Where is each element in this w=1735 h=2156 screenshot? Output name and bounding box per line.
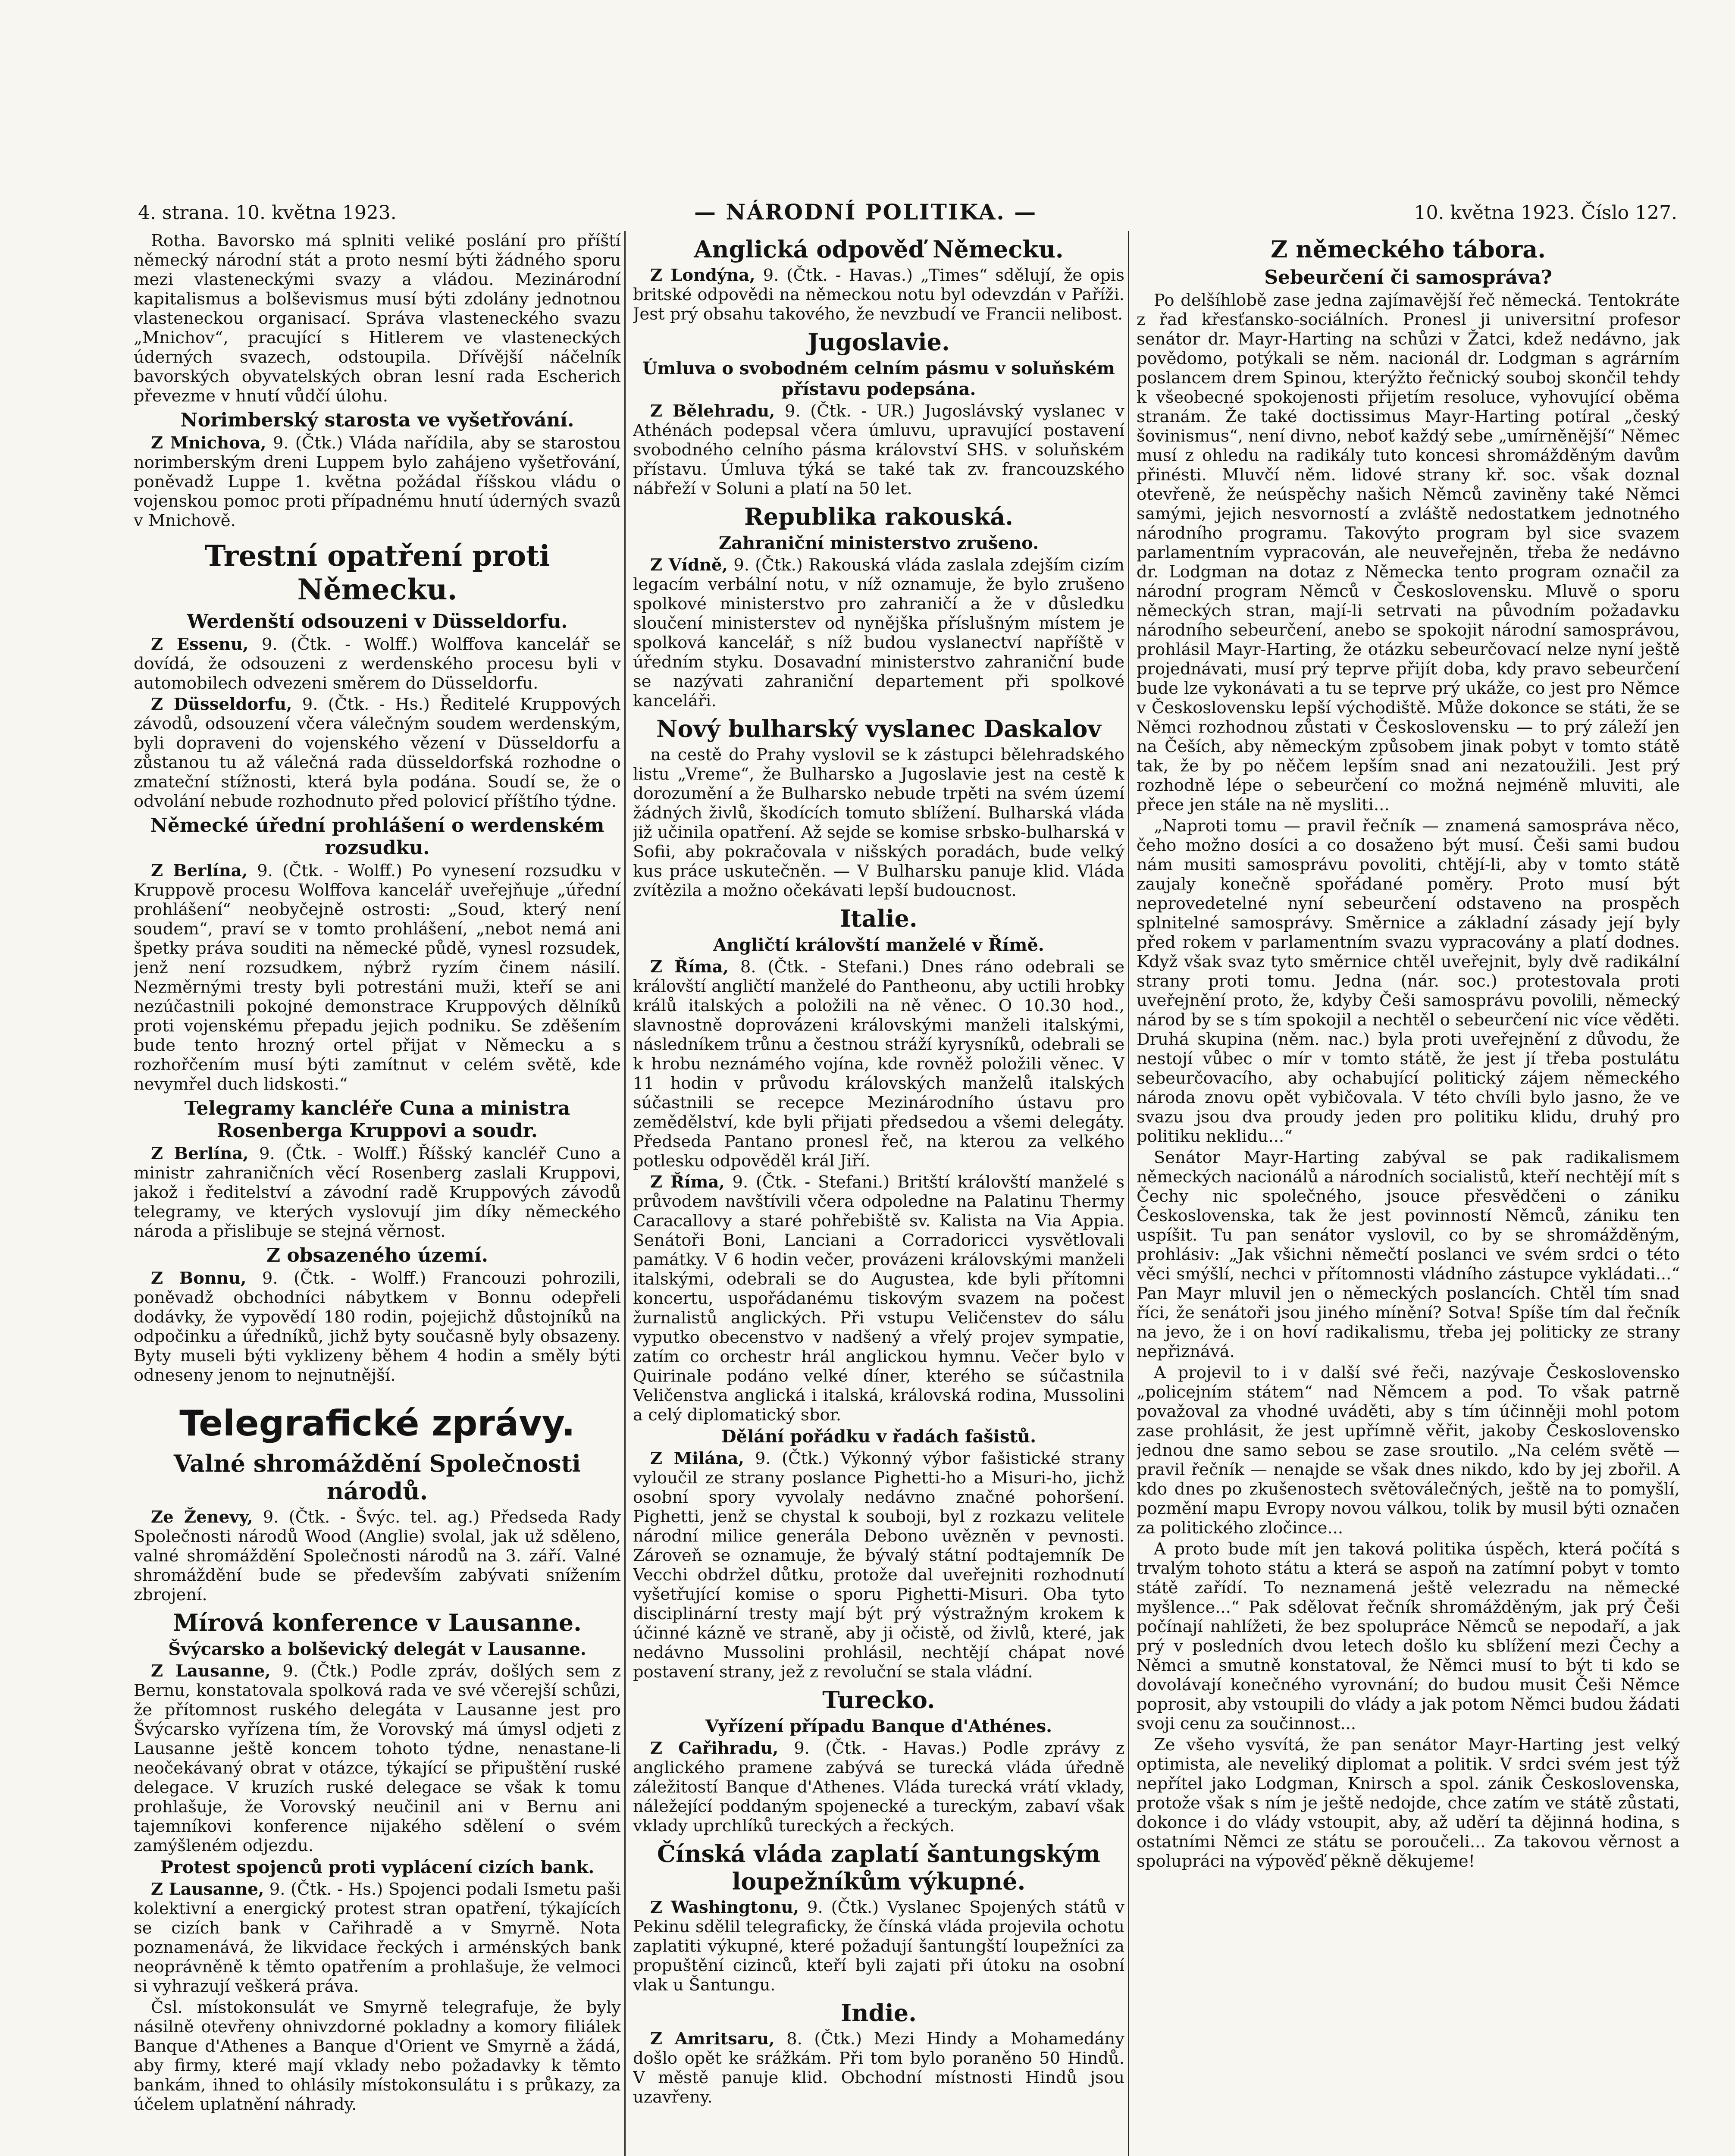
- headline: Úmluva o svobodném celním pásmu v soluňském přístavu podepsána.: [642, 358, 1115, 399]
- article-paragraph: [134, 1507, 621, 1604]
- dateline: Z Washingtonu,: [650, 1898, 799, 1917]
- dateline: Z Bělehradu,: [650, 401, 775, 421]
- headline: Indie.: [841, 1999, 917, 2027]
- headline: Angličtí královští manželé v Římě.: [713, 935, 1044, 955]
- article-paragraph: [633, 266, 1124, 324]
- article-paragraph: [134, 1144, 621, 1241]
- headline: Valné shromáždění Společnosti národů.: [173, 1450, 581, 1505]
- article-paragraph: [633, 745, 1124, 900]
- paragraph-text: 8. (Čtk.) Mezi Hindy a Mohamedány došlo opět ke srážkám. Při tom bylo poraněno 50 Hindů. V městě panuje klid. Obchodní místnosti Hindů jsou uzavřeny.: [633, 2029, 1124, 2107]
- paragraph-text: 9. (Čtk. - UR.) Jugoslávský vyslanec v Athénách podepsal včera úmluvu, upravující postavení svobodného celního pásma království SHS. v soluňském přístavu. Úmluva týká se také tak zv. francouzského nábřeží v Soluni a platí na 50 let.: [633, 401, 1124, 498]
- headline: Z německého tábora.: [1270, 235, 1546, 263]
- headline: Anglická odpověď Německu.: [694, 235, 1064, 263]
- article-paragraph: [134, 695, 621, 811]
- headline: Švýcarsko a bolševický delegát v Lausanne.: [168, 1639, 586, 1659]
- paragraph-text: 9. (Čtk. - Hs.) Ředitelé Kruppových závodů, odsouzení včera válečným soudem werdenským, byli dopraveni do vojenského vězení v Düsseldorfu a zůstanou tu až válečná rada düsseldorfská rozhodne o zmateční stížnosti, která byla podána. Soudí se, že o odvolání nebude rozhodnuto před polovicí příštího týdne.: [134, 695, 621, 811]
- paragraph-text: 9. (Čtk. - Stefani.) Britští královští manželé s průvodem navštívili včera odpoledne na Palatinu Thermy Caracallovy a staré pohřebiště sv. Kalista na Via Appia. Senátoři Boni, Lanciani a Corradoricci vysvětlovali památky. V 6 hodin večer, provázeni královskými manželi italskými, odebrali se do Augustea, kde byli přítomni koncertu, uspořádanému tiskovým svazem na počest žurnalistů anglických. Při vstupu Veličenstev do sálu vyputko obecenstvo v nadšený a vřelý projev sympatie, zatím co orchestr hrál anglickou hymnu. Večer bylo v Quirinale podáno velké díner, kterého se súčastnila Veličenstva anglická i italská, královská rodina, Mussolini a celý diplomatický sbor.: [633, 1172, 1124, 1425]
- dateline: Z Bonnu,: [151, 1269, 247, 1288]
- article-paragraph: [1137, 816, 1680, 1146]
- article-paragraph: [633, 1172, 1124, 1425]
- dateline: Z Berlína,: [151, 1144, 249, 1163]
- article-paragraph: [633, 1449, 1124, 1682]
- headline: Protest spojenců proti vyplácení cizích bank.: [160, 1857, 595, 1877]
- dateline: Z Essenu,: [151, 635, 249, 654]
- headline: Zahraniční ministerstvo zrušeno.: [718, 533, 1039, 553]
- paragraph-text: 9. (Čtk.) Podle zpráv, došlých sem z Bernu, konstatovala spolková rada ve své včerejší schůzi, že přítomnost ruského delegáta v Lausanne jest pro Švýcarsko vyřízena tím, že Vorovský má úmysl odjeti z Lausanne ještě koncem tohoto týdne, nenastane-li neočekávaný obrat v otázce, týkající se připuštění ruské delegace. V kruzích ruské delegace se však k tomu prohlašuje, že Vorovský neučinil ani v Bernu ani tajemníkovi konference nijakého sdělení o svém zamýšleném odjezdu.: [134, 1661, 621, 1855]
- section-title: Telegrafické zprávy.: [179, 1403, 575, 1444]
- paragraph-text: 9. (Čtk. - Wolff.) Říšský kancléř Cuno a ministr zahraničních věcí Rosenberg zaslali Kruppovi, jakož i ředitelství a závodní radě Kruppových závodů telegramy, ve kterých vyslovují jim díky německého národa a přislibuje se stejná věrnost.: [134, 1144, 621, 1241]
- paragraph-text: 9. (Čtk. - Havas.) Podle zprávy z anglického pramene zabývá se turecká vláda úředně záležitostí Banque d'Athenes. Vláda turecká vrátí vklady, náležející poddaným spojenecké a tureckým, zabaví však vklady uprchlíků tureckých a řeckých.: [633, 1739, 1124, 1836]
- paragraph-text: A projevil to i v další své řeči, nazývaje Československo „policejním státem“ nad Němcem a pod. To však patrně považoval za vhodné uváděti, aby s tím účinněji mohl potom zase prohlásit, že jest upřímně věřit, jakoby Československo jednou dne samo sebou se zase sroutilo. „Na celém světě — pravil řečník — nenajde se však dnes nikdo, kdo by jej zbořil. A kdo dnes po zkušenostech světoválečných, ještě na to pomyšlí, pozmění mapu Evropy novou válkou, tolik by musil býti označen za politického zločince...: [1137, 1363, 1680, 1538]
- article-paragraph: [633, 401, 1124, 498]
- article-paragraph: [134, 1661, 621, 1855]
- headline: Republika rakouská.: [744, 503, 1013, 530]
- article-paragraph: [633, 957, 1124, 1171]
- dateline: Z Milána,: [650, 1449, 744, 1468]
- paragraph-text: 9. (Čtk.) Vyslanec Spojených států v Pekinu sdělil telegraficky, že čínská vláda projevila ochotu zaplatiti výkupné, které požadují šantungští loupežníci za propuštění cizinců, kteří byli zajati při útoku na osobní vlak u Šantungu.: [633, 1898, 1124, 1995]
- article-paragraph: [1137, 1148, 1680, 1361]
- article-paragraph: [633, 555, 1124, 711]
- article-paragraph: [134, 433, 621, 530]
- dateline: Z Mnichova,: [151, 433, 266, 453]
- paragraph-text: 9. (Čtk. - Wolff.) Francouzi pohrozili, poněvadž obchodníci nábytkem v Bonnu odepřeli dodávky, že vypovědí 180 rodin, pojejichž důstojníků na odpočinku a úředníků, jichž byty současně byly obsazeny. Byty museli býti vyklizeny během 4 hodin a směly býti odneseny jenom to nejnutnější.: [134, 1269, 621, 1385]
- headline: Trestní opatření proti Německu.: [204, 539, 550, 606]
- dateline: Z Amritsaru,: [650, 2029, 775, 2049]
- dateline: Z Düsseldorfu,: [151, 695, 292, 714]
- paragraph-text: 9. (Čtk. - Wolff.) Po vynesení rozsudku v Kruppově procesu Wolffova kancelář uveřejňuje „úřední prohlášení“ neobyčejně ostrosti: „Soud, který není soudem“, praví se v tomto prohlášení, „nebot nemá ani špetky práva souditi na německé půdě, vynesl rozsudek, jenž není rozsudkem, nýbrž ryzím činem násilí. Nezměrnými tresty byli potrestáni muži, kteří se ani nezúčastnili pokojné demonstrace Kruppových dělníků proti vojenskému přepadu jejich podniku. Se zděšením bude tento hrozný ortel přijat v Německu a s rozhořčením musí býti zamítnut v celém světě, kde nevymřel duch lidskosti.“: [134, 861, 621, 1094]
- article-paragraph: [1137, 1363, 1680, 1538]
- paragraph-text: Čsl. místokonsulát ve Smyrně telegrafuje, že byly násilně otevřeny ohnivzdorné pokladny a komory filiálek Banque d'Athenes a Banque d'Orient ve Smyrně a žádá, aby firmy, které mají vklady nebo požadavky k těmto bankám, ihned to ohlásily místokonsulátu i s průkazy, za účelem uplatnění náhrady.: [134, 1998, 621, 2114]
- article-paragraph: [633, 1898, 1124, 1995]
- column-rule: [1128, 231, 1129, 2156]
- paragraph-text: 9. (Čtk. - Hs.) Spojenci podali Ismetu paši kolektivní a energický protest stran opatření, týkajících se cizích bank v Cařihradě a v Smyrně. Nota poznamenává, že likvidace řeckých i arménských bank neoprávněně k těmto opatřením a prohlašuje, že velmoci si vyhrazují veškerá práva.: [134, 1880, 621, 1996]
- paragraph-text: Rotha. Bavorsko má splniti veliké poslání pro příští německý národní stát a proto nesmí býti žádného sporu mezi vlasteneckými svazy a vládou. Mezinárodní kapitalismus a bolševismus musí býti zdolány jednotnou vlasteneckou organisací. Správa vlasteneckého svazu „Mnichov“, pracující s Hitlerem ve vlasteneckých úderných svazech, odstoupila. Dřívější náčelník bavorských obyvatelských obran lesní rada Escherich převezme v hnutí vůdčí úlohu.: [134, 231, 621, 406]
- dateline: Z Londýna,: [650, 266, 755, 285]
- paragraph-text: 9. (Čtk. - Wolff.) Wolffova kancelář se dovídá, že odsouzeni z werdenského procesu byli v automobilech odvezeni směrem do Düsseldorfu.: [134, 635, 621, 693]
- article-paragraph: [633, 1739, 1124, 1836]
- headline: Německé úřední prohlášení o werdenském rozsudku.: [150, 815, 604, 859]
- article-paragraph: [633, 2029, 1124, 2107]
- headline: Vyřízení případu Banque d'Athénes.: [705, 1716, 1052, 1736]
- article-paragraph: [134, 1998, 621, 2114]
- column-3: [1137, 231, 1680, 2156]
- article-paragraph: [134, 231, 621, 406]
- headline: Werdenští odsouzeni v Düsseldorfu.: [187, 611, 568, 633]
- dateline: Z Říma,: [650, 957, 729, 977]
- header-left: 4. strana. 10. května 1923.: [138, 202, 397, 224]
- headline: Dělání pořádku v řadách fašistů.: [721, 1426, 1037, 1447]
- dateline: Z Berlína,: [151, 861, 248, 881]
- paragraph-text: 9. (Čtk. - Havas.) „Times“ sdělují, že opis britské odpovědi na německou notu byl odevzdán v Paříži. Jest prý obsahu takového, že nevzbudí ve Francii nelibost.: [633, 266, 1124, 324]
- headline: Jugoslavie.: [808, 328, 950, 356]
- masthead: — NÁRODNÍ POLITIKA. —: [694, 199, 1037, 225]
- article-paragraph: [134, 635, 621, 693]
- article-paragraph: [134, 1880, 621, 1996]
- dateline: Z Vídně,: [650, 555, 728, 575]
- article-paragraph: [1137, 1735, 1680, 1871]
- headline: Italie.: [840, 905, 918, 932]
- dateline: Ze Ženevy,: [151, 1507, 253, 1527]
- paragraph-text: „Naproti tomu — pravil řečník — znamená samospráva něco, čeho možno dosíci a co dosaženo být musí. Češi sami budou nám musiti samosprávu povoliti, chtějí-li, aby v tomto státě zaujaly konečně spořádané poměry. Proto musí být neprovedetelné nyní sebeurčení odstaveno na prospěch splnitelné samosprávy. Směrnice a základní zásady její byly před rokem v parlamentním svazu vypracovány a platí dodnes. Když však svaz tyto směrnice chtěl uveřejnit, byly dvě radikální strany proti tomu. Jedna (nár. soc.) protestovala proti uveřejnění proto, že, kdyby Češi samosprávu povolili, německý národ by se s tím spokojil a nechtěl o sebeurčení nic více věděti. Druhá skupina (něm. nac.) byla proti uveřejnění z důvodu, že nestojí vůbec o mír v tomto státě, že jest jí třeba postulátu sebeurčovacího, aby ochabující politický zájem německého národa znovu opět vybičovala. V této chvíli bylo jasno, že ve svazu jsou dva proudy jeden pro politiku klidu, druhý pro politiku neklidu...“: [1137, 816, 1680, 1146]
- dateline: Z Lausanne,: [151, 1661, 271, 1681]
- paragraph-text: 9. (Čtk.) Vláda nařídila, aby se starostou norimberským dreni Luppem bylo zahájeno vyšetřování, poněvadž Luppe 1. května požádal říšskou vládu o vojenskou pomoc proti případnému hnutí úderných svazů v Mnichově.: [134, 433, 621, 530]
- headline: Z obsazeného území.: [266, 1244, 488, 1266]
- paragraph-text: 8. (Čtk. - Stefani.) Dnes ráno odebrali se královští angličtí manželé do Pantheonu, aby uctili hrobky králů italských a položili na ně věnec. O 10.30 hod., slavnostně doprovázeni královskými manželi italskými, následníkem trůnu a čestnou stráží kyrysníků, odebrali se k hrobu neznámého vojína, kde rovněž položili věnec. V 11 hodin v průvodu královských manželů italských súčastnili se recepce Mezinárodního ústavu pro zemědělství, kde byli přijati předsedou a všemi delegáty. Předseda Pantano pronesl řeč, na kterou za velkého potlesku odpověděl král Jiří.: [633, 957, 1124, 1171]
- headline: Norimberský starosta ve vyšetřování.: [180, 409, 574, 431]
- column-rule: [624, 231, 626, 2156]
- paragraph-text: na cestě do Prahy vyslovil se k zástupci bělehradského listu „Vreme“, že Bulharsko a Jugoslavie jest na cestě k dorozumění a že Bulharsko nebude trpěti na svém území žádných živlů, škodících tomuto sblížení. Bulharská vláda již učinila opatření. Až sejde se komise srbsko-bulharská v Sofii, aby pokračovala v nišských poradách, bude velký kus práce uskutečněn. — V Bulharsku panuje klid. Vláda zvítězila a možno očekávati lepší budoucnost.: [633, 745, 1124, 900]
- headline: Nový bulharský vyslanec Daskalov: [656, 715, 1101, 743]
- headline: Čínská vláda zaplatí šantungským loupežníkům výkupné.: [657, 1840, 1101, 1895]
- dateline: Z Lausanne,: [151, 1880, 264, 1899]
- paragraph-text: 9. (Čtk. - Švýc. tel. ag.) Předseda Rady Společnosti národů Wood (Anglie) svolal, jak už sděleno, valné shromáždění Společnosti národů na 3. září. Valné shromáždění bude se především zabývati snížením zbrojení.: [134, 1507, 621, 1604]
- column-2: [633, 231, 1124, 2156]
- paragraph-text: Po delšíhlobě zase jedna zajímavější řeč německá. Tentokráte z řad křesťansko-sociálních. Pronesl ji universitní profesor senátor dr. Mayr-Harting na schůzi v Žatci, kdež nedávno, jak povědomo, potýkali se něm. nacionál dr. Lodgman s agrárním poslancem drem Spinou, kterýžto řečnický souboj skončil tehdy k všeobecné spokojenosti přijetím resoluce, vyhovující oběma stranám. Že také doctissimus Mayr-Harting potíral „český šovinismus“, není divno, neboť každý sebe „umírněnější“ Němec musí z ohledu na radikály tuto koncesi shromážděným davům přinésti. Mluvčí něm. lidové strany kř. soc. však doznal otevřeně, že neúspěchy našich Němců zaviněny také Němci samými, jejich nesvorností a zvláště nedostatkem jednotného národního programu. Takovýto program byl sice svazem parlamentním vypracován, ale neuveřejněn, třeba že nedávno dr. Lodgman na dotaz z Německa tento program označil za národní program Němců v Československu. Mluvě o sporu německých stran, mají-li setrvati na původním požadavku národního sebeurčení, anebo se spokojit národní samosprávou, prohlásil Mayr-Harting, že otázku sebeurčovací nelze nyní ještě projednávati, musí prý teprve přijít doba, kdy pravo sebeurčení bude lze vykonávati a tu se teprve prý ukáže, co jest pro Němce v Československu lepší východiště. Může dokonce se státi, že se Němci rozhodnou zůstati v Československu — to prý záleží jen na Češích, aby německým způsobem jinak pobyt v tomto státě tak, že by po něčem lepším snad ani nezatoužili. Jest prý rozhodně lépe o sebeurčení co možná nejméně mluviti, ale přece jen stále na ně mysliti...: [1137, 291, 1680, 815]
- article-paragraph: [134, 1269, 621, 1385]
- page-header: [138, 199, 1690, 232]
- headline: Sebeurčení či samospráva?: [1264, 266, 1552, 288]
- column-1: [134, 231, 621, 2156]
- headline: Mírová konference v Lausanne.: [173, 1609, 582, 1636]
- headline: Telegramy kancléře Cuna a ministra Rosenberga Kruppovi a soudr.: [184, 1097, 570, 1142]
- paragraph-text: 9. (Čtk.) Výkonný výbor fašistické strany vyloučil ze strany poslance Pighetti-ho a Misuri-ho, jichž osobní spory vyvolaly nedávno značné pohoršení. Pighetti, jenž se chystal k souboji, byl z rozkazu velitele národní milice generála Debono uvězněn v pevnosti. Zároveň se oznamuje, že bývalý státní podtajemník De Vecchi obdržel důtku, protože dal uveřejniti rozhodnutí vyšetřující komise o sporu Pighetti-Misuri. Oba tyto disciplinární tresty mají být prý výstražným krokem k účinné kázně ve straně, aby ji očistě, od živlů, které, jak nedávno Mussolini prohlásil, nechtějí chápat nové postavení strany, jež z revoluční se stala vládní.: [633, 1449, 1124, 1682]
- paragraph-text: A proto bude mít jen taková politika úspěch, která počítá s trvalým tohoto státu a která se aspoň na zatímní pobyt v tomto státě zařídí. To neznamená ještě velezradu na německé myšlence...“ Pak sdělovat řečník shromážděným, jak prý Češi počínají nahlížeti, že bez spolupráce Němců se nepodaří, a jak prý v posledních dvou letech došlo ku sblížení mezi Čechy a Němci a smutně konstatoval, že Němci musí to být ti kdo se dovolávají konečného vyrovnání; do budou musit Češi Němce poprosit, aby vstoupili do vlády a jak potom Němci budou žádati svoji cenu za součinnost...: [1137, 1539, 1680, 1733]
- article-paragraph: [1137, 1539, 1680, 1733]
- headline: Turecko.: [822, 1686, 935, 1714]
- paragraph-text: 9. (Čtk.) Rakouská vláda zaslala zdejším cizím legacím verbální notu, v níž oznamuje, že bylo zrušeno spolkové ministerstvo pro zahraničí a že v důsledku sloučení ministerstev od nynějška příslušným místem je spolková kancelář, s níž budou vyslanectví napříště v úředním styku. Dosavadní ministerstvo zahraniční bude se nazývati zahraniční departement při spolkové kanceláři.: [633, 555, 1124, 711]
- paragraph-text: Senátor Mayr-Harting zabýval se pak radikalismem německých nacionálů a národních socialistů, kteří nechtějí mít s Čechy nic společného, jsouce přesvědčeni o zániku Československa, tak že jest povinností Němců, zániku ten uspíšit. Tu pan senátor vyslovil, co by se shromážděným, prohlásiv: „Jak všichni němečtí poslanci ve svém srdci o této věci smýšlí, nechci v přítomnosti vládního zástupce vykládati...“ Pan Mayr mluvil jen o německých poslancích. Chtěl tím snad říci, že senátoři jsou jiného mínění? Sotva! Spíše tím dal řečník na jevo, že i on hoví radikalismu, třeba jej politicky ze strany nepřiznává.: [1137, 1148, 1680, 1361]
- paragraph-text: Ze všeho vysvítá, že pan senátor Mayr-Harting jest velký optimista, ale neveliký diplomat a politik. V srdci svém jest týž nepřítel jako Lodgman, Knirsch a spol. zánik Československa, protože však s ním je ještě nedojde, chce zatím ve státě zůstati, dokonce i do vlády vstoupit, aby, až uděrí ta dějinná hodina, s ostatními Němci ze státu se poroučeli... Za takovou věrnost a spolupráci na výpověď pěkně děkujeme!: [1137, 1735, 1680, 1871]
- header-right: 10. května 1923. Číslo 127.: [1414, 202, 1677, 224]
- dateline: Z Říma,: [650, 1172, 725, 1192]
- article-paragraph: [134, 861, 621, 1094]
- article-paragraph: [1137, 291, 1680, 815]
- dateline: Z Cařihradu,: [650, 1739, 779, 1758]
